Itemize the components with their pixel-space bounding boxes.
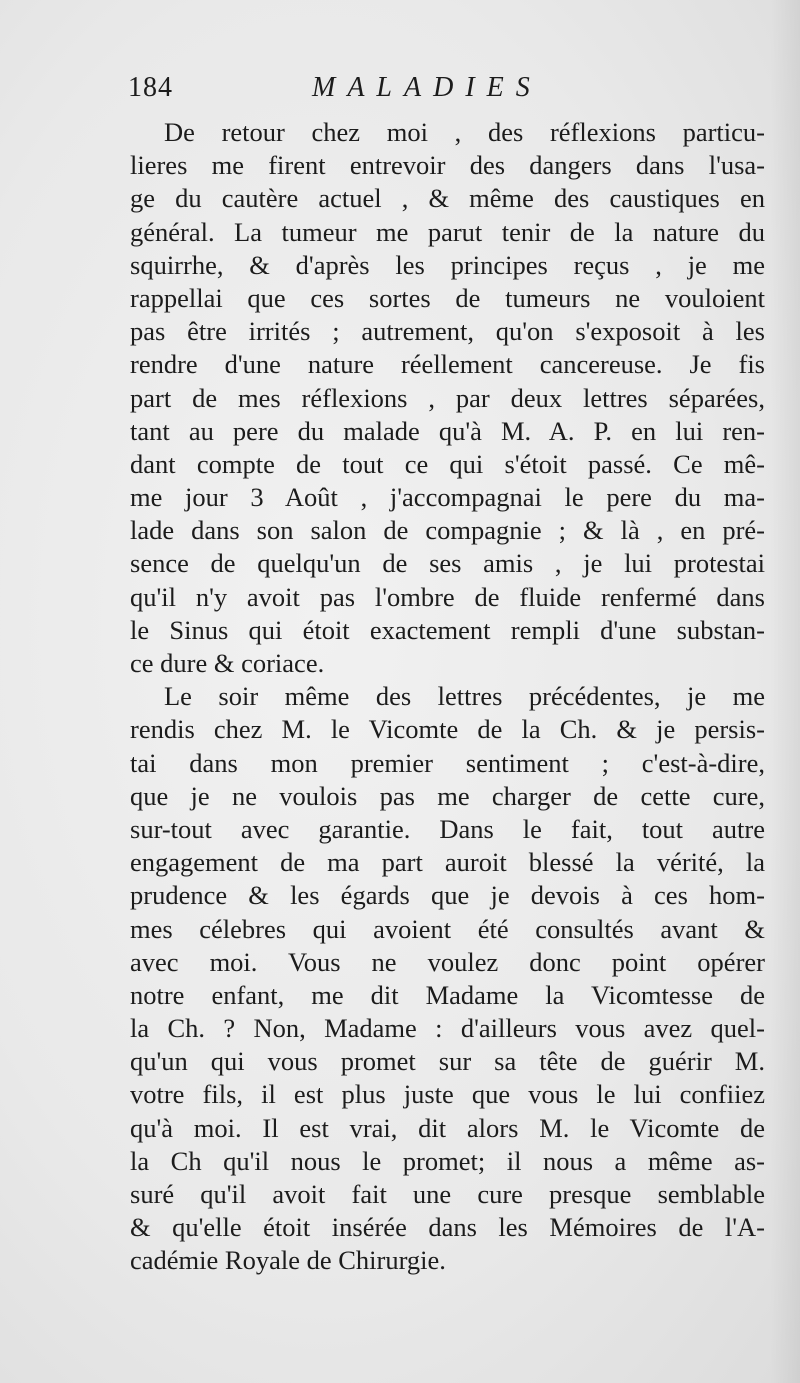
- text-line: Le soir même des lettres précédentes, je me: [164, 681, 765, 712]
- text-line: dant compte de tout ce qui s'étoit passé. Ce mê-: [130, 448, 765, 479]
- text-line: engagement de ma part auroit blessé la vérité, la: [130, 847, 765, 878]
- text-line: avec moi. Vous ne voulez donc point opérer: [130, 946, 765, 977]
- paragraph-1: [130, 116, 765, 680]
- text-line: lieres me firent entrevoir des dangers dans l'usa-: [130, 150, 765, 181]
- text-line: général. La tumeur me parut tenir de la nature du: [130, 216, 765, 247]
- text-line: tai dans mon premier sentiment ; c'est-à-dire,: [130, 747, 765, 778]
- text-line: la Ch qu'il nous le promet; il nous a même as-: [130, 1145, 765, 1176]
- text-line: rappellai que ces sortes de tumeurs ne vouloient: [130, 282, 765, 313]
- text-line: votre fils, il est plus juste que vous le lui confiiez: [130, 1079, 765, 1110]
- text-line: que je ne voulois pas me charger de cette cure,: [130, 780, 765, 811]
- running-title: MALADIES: [312, 72, 542, 103]
- text-line: cadémie Royale de Chirurgie.: [130, 1245, 446, 1276]
- body-text: [130, 116, 765, 1278]
- text-line: pas être irrités ; autrement, qu'on s'exposoit à les: [130, 316, 765, 347]
- text-line: sur-tout avec garantie. Dans le fait, tout autre: [130, 813, 765, 844]
- text-line: sence de quelqu'un de ses amis , je lui protestai: [130, 548, 765, 579]
- text-line: notre enfant, me dit Madame la Vicomtesse de: [130, 979, 765, 1010]
- text-line: le Sinus qui étoit exactement rempli d'une substan-: [130, 614, 765, 645]
- running-head: [128, 70, 628, 110]
- text-line: rendre d'une nature réellement cancereuse. Je fis: [130, 349, 765, 380]
- text-line: & qu'elle étoit insérée dans les Mémoires de l'A-: [130, 1212, 765, 1243]
- text-line: suré qu'il avoit fait une cure presque semblable: [130, 1179, 765, 1209]
- text-line: qu'un qui vous promet sur sa tête de guérir M.: [130, 1046, 765, 1077]
- text-line: De retour chez moi , des réflexions particu-: [164, 117, 765, 147]
- text-line: qu'à moi. Il est vrai, dit alors M. le Vicomte de: [130, 1112, 765, 1143]
- text-line: lade dans son salon de compagnie ; & là , en pré-: [130, 515, 765, 546]
- text-line: tant au pere du malade qu'à M. A. P. en lui ren-: [130, 415, 765, 446]
- text-line: mes célebres qui avoient été consultés avant &: [130, 913, 765, 944]
- text-line: part de mes réflexions , par deux lettres séparées,: [130, 382, 765, 413]
- text-line: prudence & les égards que je devois à ces hom-: [130, 880, 765, 911]
- text-line: rendis chez M. le Vicomte de la Ch. & je persis-: [130, 714, 765, 745]
- paragraph-2: [130, 680, 765, 1277]
- page-number: 184: [128, 72, 173, 103]
- text-line: la Ch. ? Non, Madame : d'ailleurs vous avez quel-: [130, 1013, 765, 1044]
- text-line: me jour 3 Août , j'accompagnai le pere du ma-: [130, 482, 765, 513]
- text-line: ce dure & coriace.: [130, 648, 325, 678]
- page-edge-shadow: [770, 0, 800, 1383]
- text-line: squirrhe, & d'après les principes reçus , je me: [130, 249, 765, 280]
- text-line: qu'il n'y avoit pas l'ombre de fluide renfermé dans: [130, 581, 765, 612]
- text-line: ge du cautère actuel , & même des caustiques en: [130, 183, 765, 214]
